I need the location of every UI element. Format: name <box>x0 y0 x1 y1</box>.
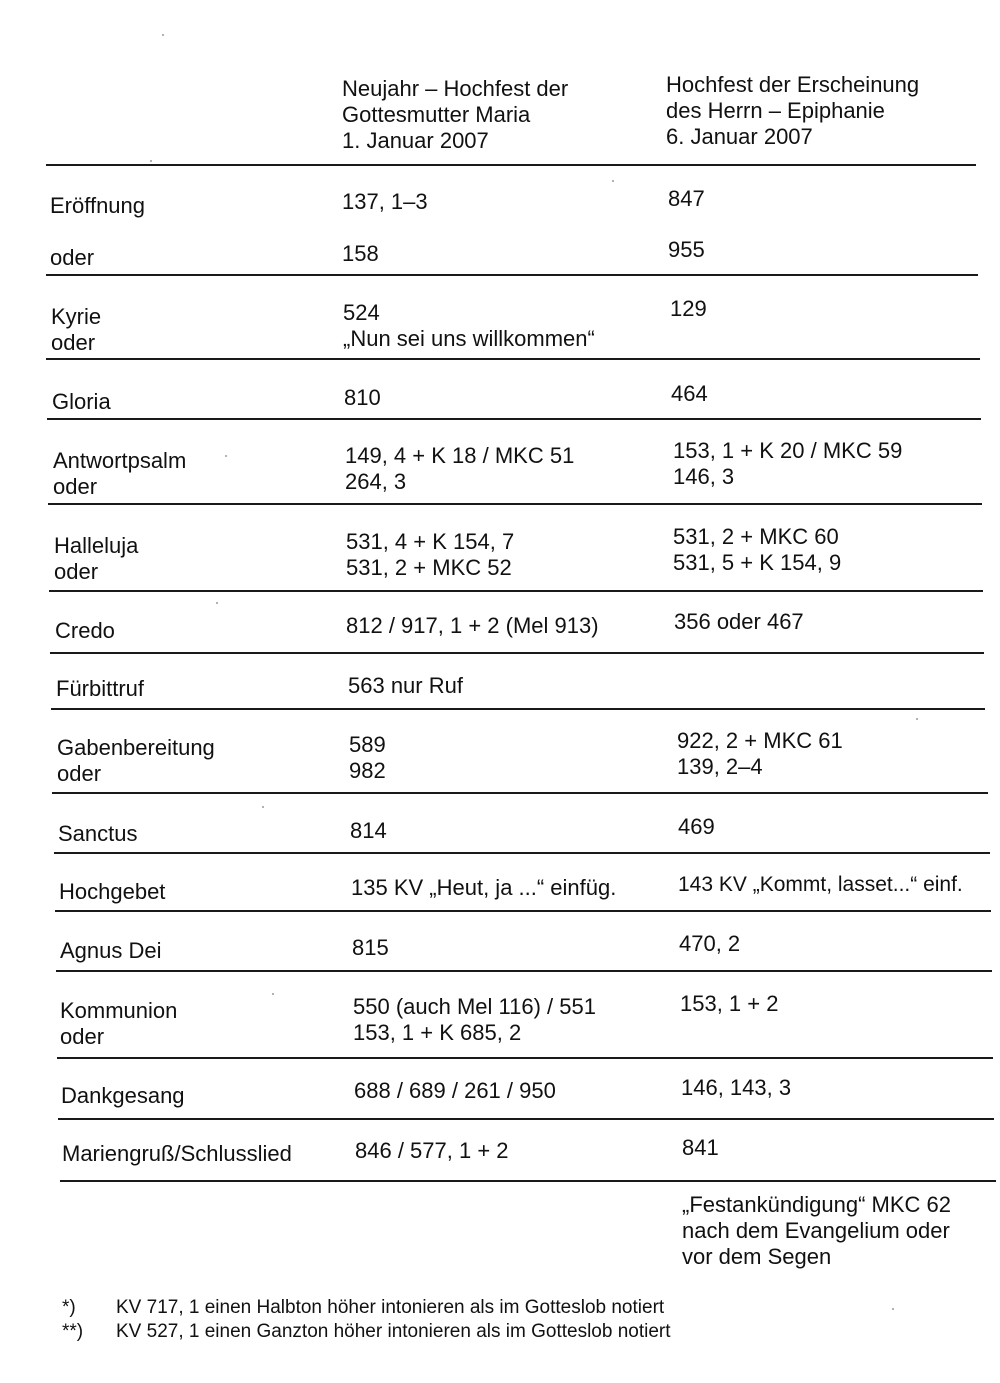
row-left-value: 812 / 917, 1 + 2 (Mel 913) <box>346 613 599 638</box>
footnote <box>62 1296 671 1320</box>
row-right-value: 153, 1 + 2 <box>680 991 779 1016</box>
rule <box>60 1180 996 1182</box>
scan-speck <box>216 602 218 604</box>
scan-speck <box>612 180 614 182</box>
row-left-value: 531, 4 + K 154, 7 531, 2 + MKC 52 <box>346 529 515 580</box>
festankuendigung-note: „Festankündigung“ MKC 62 nach dem Evangelium oder vor dem Segen <box>682 1192 952 1269</box>
row-right-value: 143 KV „Kommt, lasset...“ einf. <box>678 873 963 896</box>
rule <box>47 418 981 420</box>
footnote-text: KV 527, 1 einen Ganzton höher intonieren als im Gotteslob notiert <box>116 1321 671 1342</box>
scan-speck <box>892 1308 894 1310</box>
scan-speck <box>225 455 227 457</box>
rule <box>55 910 991 912</box>
row-right-value: 841 <box>682 1135 719 1160</box>
row-left-value: 589 982 <box>349 732 386 783</box>
row-label: Mariengruß/Schlusslied <box>62 1141 292 1166</box>
row-right-value: 153, 1 + K 20 / MKC 59 146, 3 <box>673 438 903 489</box>
row-label: Halleluja oder <box>54 533 139 584</box>
row-right-value: 531, 2 + MKC 60 531, 5 + K 154, 9 <box>673 524 842 575</box>
row-label: Antwortpsalm oder <box>53 448 187 499</box>
row-label: Hochgebet <box>59 879 166 904</box>
scan-speck <box>916 718 918 720</box>
row-right-value: 470, 2 <box>679 931 741 956</box>
scan-speck <box>272 993 274 995</box>
row-label: oder <box>50 245 95 270</box>
row-left-value: 137, 1–3 <box>342 189 428 214</box>
row-label: Credo <box>55 618 115 643</box>
rule <box>46 274 978 276</box>
row-label: Kommunion oder <box>60 998 178 1049</box>
rule <box>54 852 990 854</box>
row-right-value: 922, 2 + MKC 61 139, 2–4 <box>677 728 843 779</box>
row-left-value: 814 <box>350 818 387 843</box>
row-right-value: 469 <box>678 814 715 839</box>
row-right-value: 464 <box>671 381 708 406</box>
row-right-value: 955 <box>668 237 705 262</box>
row-label: Eröffnung <box>50 193 146 218</box>
row-label: Gloria <box>52 389 111 414</box>
row-label: Sanctus <box>58 821 138 846</box>
rule <box>50 652 984 654</box>
scan-speck <box>150 160 152 162</box>
row-label: Agnus Dei <box>60 938 162 963</box>
row-left-value: 158 <box>342 241 379 266</box>
row-right-value: 146, 143, 3 <box>681 1075 792 1100</box>
footnote-text: KV 717, 1 einen Halbton höher intonieren als im Gotteslob notiert <box>116 1297 665 1318</box>
rule <box>46 164 976 166</box>
row-left-value: 550 (auch Mel 116) / 551 153, 1 + K 685, 2 <box>353 994 596 1045</box>
row-left-value: 524 „Nun sei uns willkommen“ <box>343 300 595 351</box>
row-label: Fürbittruf <box>56 676 145 701</box>
row-left-value: 149, 4 + K 18 / MKC 51 264, 3 <box>345 443 575 494</box>
row-label: Kyrie oder <box>51 304 102 355</box>
row-right-value: 847 <box>668 186 705 211</box>
rule <box>48 503 982 505</box>
rule <box>56 970 992 972</box>
rule <box>52 792 988 794</box>
row-left-value: 563 nur Ruf <box>348 673 463 698</box>
row-right-value: 129 <box>670 296 707 321</box>
row-left-value: 846 / 577, 1 + 2 <box>355 1138 509 1163</box>
row-left-value: 810 <box>344 385 381 410</box>
rule <box>46 358 980 360</box>
row-label: Dankgesang <box>61 1083 185 1108</box>
footnote-mark: *) <box>62 1297 76 1318</box>
row-left-value: 688 / 689 / 261 / 950 <box>354 1078 556 1103</box>
rule <box>49 590 983 592</box>
scan-speck <box>162 34 164 36</box>
footnote <box>62 1320 671 1344</box>
scan-speck <box>262 806 264 808</box>
row-right-value: 356 oder 467 <box>674 609 804 634</box>
row-label: Gabenbereitung oder <box>57 735 215 786</box>
rule <box>51 708 985 710</box>
header-right-column: Hochfest der Erscheinung des Herrn – Epiphanie 6. Januar 2007 <box>666 72 920 149</box>
rule <box>57 1057 993 1059</box>
rule <box>58 1118 994 1120</box>
header-left-column: Neujahr – Hochfest der Gottesmutter Maria 1. Januar 2007 <box>342 76 569 153</box>
footnote-mark: **) <box>62 1321 84 1342</box>
footnotes <box>62 1296 671 1344</box>
row-left-value: 815 <box>352 935 389 960</box>
row-left-value: 135 KV „Heut, ja ...“ einfüg. <box>351 875 617 900</box>
